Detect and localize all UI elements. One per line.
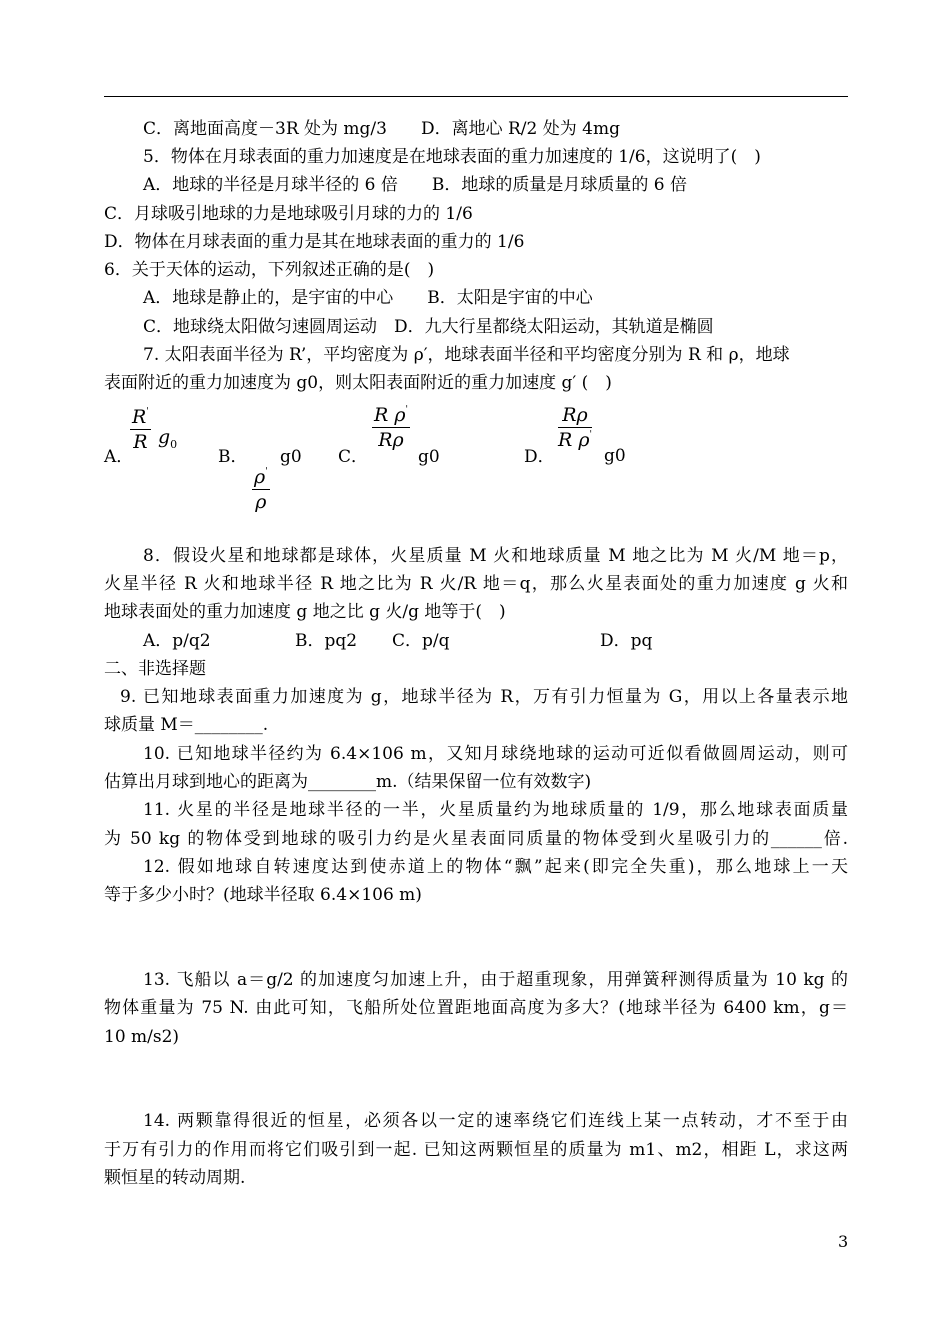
q5-option-c: C．月球吸引地球的力是地球吸引月球的力的 1/6 bbox=[104, 204, 473, 224]
q7-option-a-g0 bbox=[158, 426, 177, 451]
question-10-line-2: 估算出月球到地心的距离为________m.（结果保留一位有效数字) bbox=[104, 772, 592, 792]
q7-option-c-label: C． bbox=[338, 447, 369, 467]
q4-options-cd: C．离地面高度－3R 处为 mg/3 D．离地心 R/2 处为 4mg bbox=[143, 119, 620, 139]
q7-b-denominator: ρ bbox=[255, 491, 267, 513]
question-14-line-3: 颗恒星的转动周期. bbox=[104, 1168, 246, 1188]
question-12-line-2: 等于多少小时？(地球半径取 6.4×106 m) bbox=[104, 885, 422, 905]
page-number: 3 bbox=[838, 1232, 849, 1251]
q8-option-c: C．p/q bbox=[392, 631, 450, 651]
q7-option-c-g0: g0 bbox=[418, 447, 440, 467]
question-11-line-1: 11. 火星的半径是地球半径的一半，火星质量约为地球质量的 1/9，那么地球表面质量 bbox=[143, 800, 848, 820]
q7-option-b-g0: g0 bbox=[280, 447, 302, 467]
q7-option-b-fraction: ρ' ρ bbox=[254, 466, 268, 513]
q6-options-ab: A．地球是静止的，是宇宙的中心 B．太阳是宇宙的中心 bbox=[143, 288, 593, 308]
q8-option-d: D．pq bbox=[600, 631, 653, 651]
question-12-line-1: 12. 假如地球自转速度达到使赤道上的物体“飘”起来(即完全失重)，那么地球上一天 bbox=[143, 857, 848, 877]
q7-a-numerator: R bbox=[132, 406, 147, 428]
question-8-line-3: 地球表面处的重力加速度 g 地之比 g 火/g 地等于( ) bbox=[104, 602, 506, 622]
question-14-line-2: 于万有引力的作用而将它们吸引到一起. 已知这两颗恒星的质量为 m1、m2，相距 L，求这两 bbox=[104, 1140, 848, 1160]
question-11-line-2: 为 50 kg 的物体受到地球的吸引力约是火星表面同质量的物体受到火星吸引力的______倍. bbox=[104, 829, 848, 849]
question-8-line-1: 8．假设火星和地球都是球体，火星质量 M 火和地球质量 M 地之比为 M 火/M 地＝p， bbox=[143, 546, 848, 566]
q7-b-numerator: ρ bbox=[254, 466, 266, 488]
q8-option-b: B．pq2 bbox=[295, 631, 358, 651]
q5-option-d: D．物体在月球表面的重力是其在地球表面的重力的 1/6 bbox=[104, 232, 525, 252]
question-13-line-2: 物体重量为 75 N. 由此可知，飞船所处位置距地面高度为多大？(地球半径为 6400 km，g＝ bbox=[104, 998, 848, 1018]
q7-option-a-label: A． bbox=[104, 447, 134, 467]
q7-c-denominator: Rρ bbox=[378, 429, 404, 451]
q8-option-a: A．p/q2 bbox=[143, 631, 211, 651]
q7-d-denominator: R ρ bbox=[558, 429, 590, 451]
question-7-line-1: 7. 太阳表面半径为 R’，平均密度为 ρ′，地球表面半径和平均密度分别为 R 和 ρ，地球 bbox=[143, 345, 790, 365]
section-2-heading: 二、非选择题 bbox=[104, 659, 206, 679]
q7-a-denominator: R bbox=[133, 431, 148, 453]
q7-option-d-label: D． bbox=[524, 447, 555, 467]
question-13-line-1: 13. 飞船以 a＝g/2 的加速度匀加速上升，由于超重现象，用弹簧秤测得质量为 10 kg 的 bbox=[143, 970, 848, 990]
question-14-line-1: 14. 两颗靠得很近的恒星，必须各以一定的速率绕它们连线上某一点转动，才不至于由 bbox=[143, 1111, 848, 1131]
question-9-line-2: 球质量 M＝________. bbox=[104, 715, 269, 735]
question-5: 5．物体在月球表面的重力加速度是在地球表面的重力加速度的 1/6，这说明了( ) bbox=[143, 147, 761, 167]
question-10-line-1: 10. 已知地球半径约为 6.4×106 m，又知月球绕地球的运动可近似看做圆周运动，则可 bbox=[143, 744, 848, 764]
q7-option-b-label: B． bbox=[218, 447, 248, 467]
q5-options-ab: A．地球的半径是月球半径的 6 倍 B．地球的质量是月球质量的 6 倍 bbox=[143, 175, 688, 195]
q7-a-g-sub: 0 bbox=[170, 437, 178, 451]
question-7-line-2: 表面附近的重力加速度为 g0，则太阳表面附近的重力加速度 g′ ( ) bbox=[104, 373, 612, 393]
q7-option-a-fraction: R' R bbox=[132, 406, 149, 453]
question-8-line-2: 火星半径 R 火和地球半径 R 地之比为 R 火/R 地＝q，那么火星表面处的重力加速度 g 火和 bbox=[104, 574, 848, 594]
q7-option-d-fraction: Rρ R ρ' bbox=[558, 404, 592, 451]
question-13-line-3: 10 m/s2) bbox=[104, 1027, 180, 1047]
header-rule bbox=[104, 96, 848, 97]
q7-a-g: g bbox=[158, 426, 171, 448]
question-6: 6．关于天体的运动，下列叙述正确的是( ) bbox=[104, 260, 435, 280]
q7-d-numerator: Rρ bbox=[562, 404, 588, 426]
q6-options-cd: C．地球绕太阳做匀速圆周运动 D．九大行星都绕太阳运动，其轨道是椭圆 bbox=[143, 317, 714, 337]
q7-option-c-fraction: R ρ' Rρ bbox=[374, 404, 408, 451]
q7-option-d-g0: g0 bbox=[604, 446, 626, 466]
question-9-line-1: 9. 已知地球表面重力加速度为 g，地球半径为 R，万有引力恒量为 G，用以上各量表示地 bbox=[120, 687, 848, 707]
q7-c-numerator: R ρ bbox=[374, 404, 406, 426]
